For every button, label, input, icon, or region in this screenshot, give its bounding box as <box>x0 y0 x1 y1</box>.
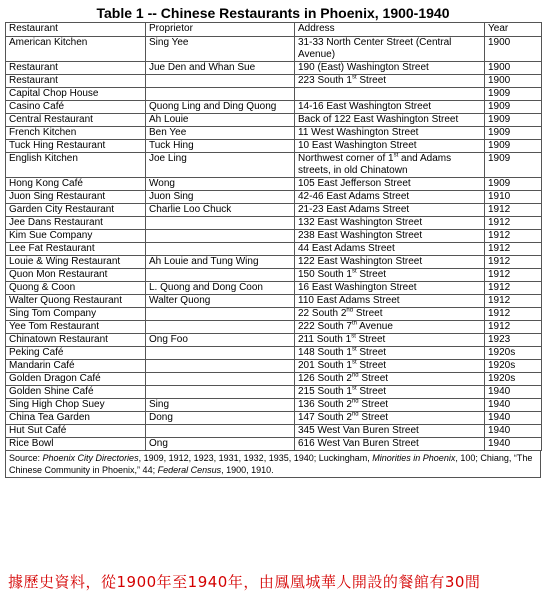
cell-proprietor <box>146 75 295 88</box>
cell-proprietor: Charlie Loo Chuck <box>146 204 295 217</box>
cell-restaurant: Mandarin Café <box>6 360 146 373</box>
cell-address: 110 East Adams Street <box>295 295 485 308</box>
header-restaurant: Restaurant <box>6 23 146 37</box>
cell-year: 1912 <box>485 295 542 308</box>
table-row <box>6 37 542 62</box>
cell-restaurant: Juon Sing Restaurant <box>6 191 146 204</box>
cell-year: 1909 <box>485 114 542 127</box>
cell-year: 1912 <box>485 321 542 334</box>
cell-restaurant: Central Restaurant <box>6 114 146 127</box>
cell-restaurant: Tuck Hing Restaurant <box>6 140 146 153</box>
chinese-caption: 據歷史資料，從1900年至1940年，由鳳凰城華人開設的餐館有30間 <box>8 573 481 591</box>
cell-proprietor: Juon Sing <box>146 191 295 204</box>
cell-proprietor <box>146 269 295 282</box>
cell-proprietor <box>146 347 295 360</box>
table-row <box>6 295 542 308</box>
table-row <box>6 217 542 230</box>
table-row <box>6 204 542 217</box>
table-row <box>6 114 542 127</box>
cell-year: 1940 <box>485 438 542 451</box>
table-header-row <box>6 23 542 37</box>
cell-address: 16 East Washington Street <box>295 282 485 295</box>
cell-year: 1909 <box>485 140 542 153</box>
table-row <box>6 127 542 140</box>
header-proprietor: Proprietor <box>146 23 295 37</box>
cell-restaurant: Rice Bowl <box>6 438 146 451</box>
cell-address: 345 West Van Buren Street <box>295 425 485 438</box>
cell-proprietor: Sing Yee <box>146 37 295 62</box>
table-row <box>6 399 542 412</box>
cell-year: 1912 <box>485 230 542 243</box>
cell-restaurant: Jee Dans Restaurant <box>6 217 146 230</box>
cell-address: 122 East Washington Street <box>295 256 485 269</box>
cell-proprietor: Walter Quong <box>146 295 295 308</box>
cell-year: 1909 <box>485 101 542 114</box>
cell-address: Northwest corner of 1st and Adams streets, in old Chinatown <box>295 153 485 178</box>
table-row <box>6 321 542 334</box>
cell-proprietor: Quong Ling and Ding Quong <box>146 101 295 114</box>
cell-restaurant: Golden Dragon Café <box>6 373 146 386</box>
table-row <box>6 75 542 88</box>
cell-proprietor <box>146 308 295 321</box>
cell-proprietor: Jue Den and Whan Sue <box>146 62 295 75</box>
cell-year: 1940 <box>485 412 542 425</box>
cell-proprietor: Ah Louie and Tung Wing <box>146 256 295 269</box>
cell-restaurant: Kim Sue Company <box>6 230 146 243</box>
cell-year: 1912 <box>485 256 542 269</box>
cell-restaurant: Quon Mon Restaurant <box>6 269 146 282</box>
table-row <box>6 425 542 438</box>
cell-year: 1909 <box>485 178 542 191</box>
cell-proprietor <box>146 425 295 438</box>
source-note: Source: Phoenix City Directories, 1909, 1912, 1923, 1931, 1932, 1935, 1940; Luckingham, Minorities in Phoenix, 100; Chiang, “The Chinese Community in Phoenix,” 44; Federal Census, 1900, 1910. <box>5 451 541 478</box>
cell-address: 147 South 2nd Street <box>295 412 485 425</box>
cell-restaurant: Lee Fat Restaurant <box>6 243 146 256</box>
document-page <box>5 4 541 478</box>
cell-restaurant: Casino Café <box>6 101 146 114</box>
table-title: Table 1 -- Chinese Restaurants in Phoenix, 1900-1940 <box>96 5 450 21</box>
cell-proprietor: Ben Yee <box>146 127 295 140</box>
table-row <box>6 334 542 347</box>
cell-proprietor <box>146 230 295 243</box>
cell-proprietor <box>146 360 295 373</box>
table-row <box>6 438 542 451</box>
cell-proprietor: L. Quong and Dong Coon <box>146 282 295 295</box>
table-row <box>6 347 542 360</box>
cell-year: 1909 <box>485 127 542 140</box>
cell-year: 1900 <box>485 62 542 75</box>
cell-year: 1923 <box>485 334 542 347</box>
cell-address: Back of 122 East Washington Street <box>295 114 485 127</box>
cell-restaurant: Restaurant <box>6 75 146 88</box>
cell-year: 1940 <box>485 399 542 412</box>
cell-address: 148 South 1st Street <box>295 347 485 360</box>
cell-restaurant: Hong Kong Café <box>6 178 146 191</box>
cell-proprietor <box>146 321 295 334</box>
cell-address: 150 South 1st Street <box>295 269 485 282</box>
cell-year: 1940 <box>485 425 542 438</box>
cell-year: 1909 <box>485 153 542 178</box>
cell-address: 31-33 North Center Street (Central Avenue) <box>295 37 485 62</box>
table-row <box>6 308 542 321</box>
cell-restaurant: Garden City Restaurant <box>6 204 146 217</box>
cell-proprietor: Ong Foo <box>146 334 295 347</box>
table-row <box>6 256 542 269</box>
cell-year: 1910 <box>485 191 542 204</box>
table-row <box>6 178 542 191</box>
cell-restaurant: Hut Sut Café <box>6 425 146 438</box>
cell-proprietor <box>146 243 295 256</box>
cell-address: 14-16 East Washington Street <box>295 101 485 114</box>
cell-restaurant: Louie & Wing Restaurant <box>6 256 146 269</box>
cell-proprietor: Tuck Hing <box>146 140 295 153</box>
cell-address: 238 East Washington Street <box>295 230 485 243</box>
table-row <box>6 269 542 282</box>
table-body <box>6 37 542 451</box>
cell-year: 1912 <box>485 204 542 217</box>
cell-address: 10 East Washington Street <box>295 140 485 153</box>
cell-restaurant: Sing Tom Company <box>6 308 146 321</box>
cell-address: 21-23 East Adams Street <box>295 204 485 217</box>
cell-proprietor: Ong <box>146 438 295 451</box>
table-row <box>6 373 542 386</box>
table-row <box>6 282 542 295</box>
cell-restaurant: Golden Shine Café <box>6 386 146 399</box>
cell-year: 1900 <box>485 75 542 88</box>
cell-proprietor: Dong <box>146 412 295 425</box>
restaurants-table <box>5 22 542 451</box>
table-row <box>6 243 542 256</box>
cell-address: 211 South 1st Street <box>295 334 485 347</box>
cell-proprietor: Joe Ling <box>146 153 295 178</box>
cell-proprietor: Sing <box>146 399 295 412</box>
cell-restaurant: Walter Quong Restaurant <box>6 295 146 308</box>
cell-address: 105 East Jefferson Street <box>295 178 485 191</box>
cell-restaurant: Peking Café <box>6 347 146 360</box>
cell-proprietor <box>146 217 295 230</box>
cell-year: 1912 <box>485 269 542 282</box>
cell-address: 616 West Van Buren Street <box>295 438 485 451</box>
cell-year: 1912 <box>485 282 542 295</box>
table-row <box>6 62 542 75</box>
cell-restaurant: American Kitchen <box>6 37 146 62</box>
header-year: Year <box>485 23 542 37</box>
table-row <box>6 101 542 114</box>
table-row <box>6 88 542 101</box>
cell-restaurant: China Tea Garden <box>6 412 146 425</box>
table-row <box>6 191 542 204</box>
cell-year: 1900 <box>485 37 542 62</box>
cell-address: 222 South 7th Avenue <box>295 321 485 334</box>
cell-address: 215 South 1st Street <box>295 386 485 399</box>
table-row <box>6 153 542 178</box>
cell-year: 1920s <box>485 373 542 386</box>
cell-restaurant: Capital Chop House <box>6 88 146 101</box>
cell-year: 1912 <box>485 243 542 256</box>
cell-proprietor <box>146 88 295 101</box>
cell-address: 223 South 1st Street <box>295 75 485 88</box>
cell-address <box>295 88 485 101</box>
cell-year: 1912 <box>485 217 542 230</box>
table-row <box>6 386 542 399</box>
cell-address: 11 West Washington Street <box>295 127 485 140</box>
table-row <box>6 360 542 373</box>
cell-restaurant: English Kitchen <box>6 153 146 178</box>
cell-address: 190 (East) Washington Street <box>295 62 485 75</box>
cell-address: 44 East Adams Street <box>295 243 485 256</box>
header-address: Address <box>295 23 485 37</box>
cell-restaurant: Restaurant <box>6 62 146 75</box>
cell-year: 1920s <box>485 347 542 360</box>
cell-proprietor: Ah Louie <box>146 114 295 127</box>
cell-year: 1912 <box>485 308 542 321</box>
table-row <box>6 230 542 243</box>
cell-address: 132 East Washington Street <box>295 217 485 230</box>
cell-restaurant: Yee Tom Restaurant <box>6 321 146 334</box>
cell-address: 136 South 2nd Street <box>295 399 485 412</box>
table-row <box>6 412 542 425</box>
cell-year: 1920s <box>485 360 542 373</box>
table-row <box>6 140 542 153</box>
cell-restaurant: Chinatown Restaurant <box>6 334 146 347</box>
cell-restaurant: Sing High Chop Suey <box>6 399 146 412</box>
cell-address: 22 South 2nd Street <box>295 308 485 321</box>
cell-proprietor <box>146 373 295 386</box>
cell-proprietor <box>146 386 295 399</box>
cell-address: 201 South 1st Street <box>295 360 485 373</box>
cell-restaurant: French Kitchen <box>6 127 146 140</box>
cell-address: 126 South 2nd Street <box>295 373 485 386</box>
cell-year: 1909 <box>485 88 542 101</box>
cell-address: 42-46 East Adams Street <box>295 191 485 204</box>
cell-proprietor: Wong <box>146 178 295 191</box>
cell-restaurant: Quong & Coon <box>6 282 146 295</box>
cell-year: 1940 <box>485 386 542 399</box>
